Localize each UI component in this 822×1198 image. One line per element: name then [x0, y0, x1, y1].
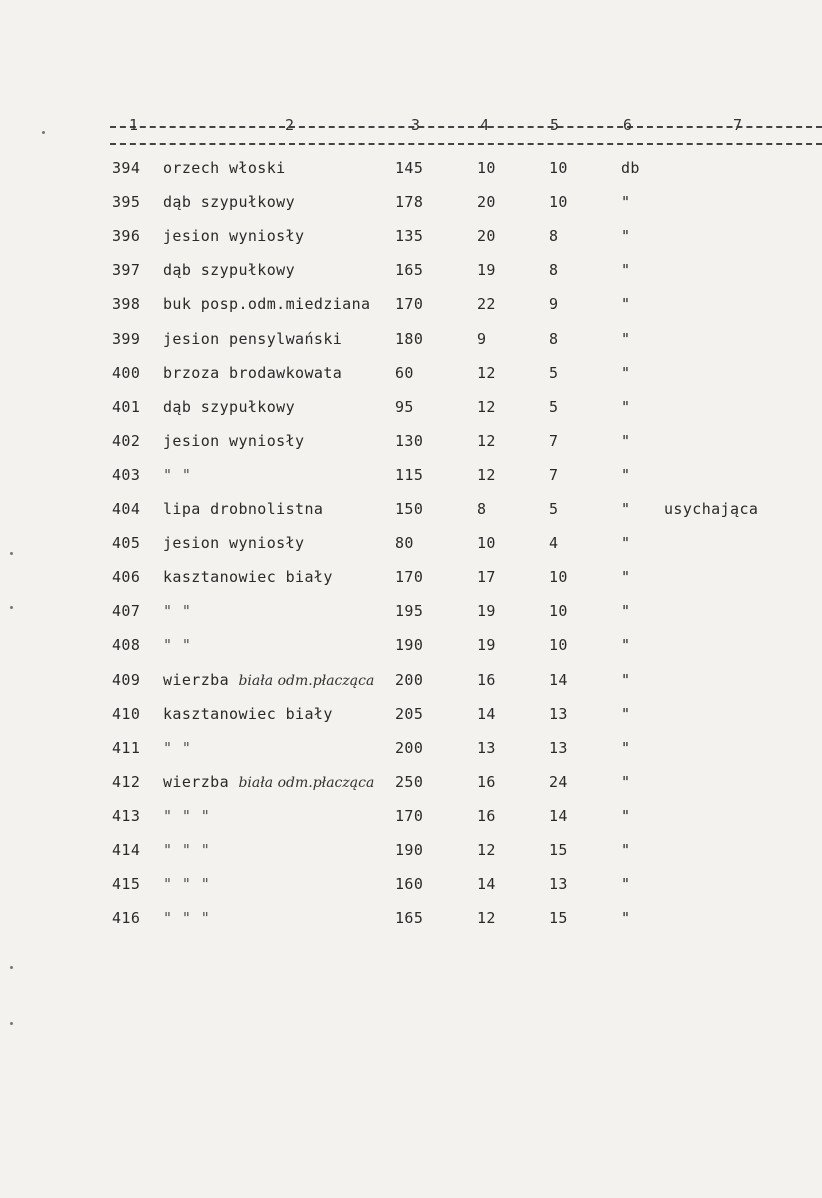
- row-number: 409: [112, 670, 141, 689]
- margin-mark: [10, 606, 13, 609]
- row-number: 396: [112, 227, 141, 246]
- species-name: kasztanowiec biały: [163, 704, 333, 723]
- margin-mark: [10, 552, 13, 555]
- table-row: [0, 533, 822, 553]
- cell-col5: 4: [549, 534, 559, 553]
- cell-col6: ": [621, 738, 631, 757]
- cell-col4: 19: [477, 636, 496, 655]
- cell-col3: 200: [395, 670, 424, 689]
- cell-col4: 16: [477, 772, 496, 791]
- cell-col3: 205: [395, 704, 424, 723]
- cell-col3: 95: [395, 397, 414, 416]
- cell-col4: 8: [477, 500, 487, 518]
- cell-col5: 9: [549, 295, 559, 314]
- row-number: 402: [112, 431, 141, 450]
- species-name: dąb szypułkowy: [163, 261, 296, 280]
- header-rule-bottom: [110, 143, 822, 145]
- species-name: orzech włoski: [163, 159, 286, 177]
- cell-col5: 10: [549, 193, 568, 212]
- cell-col3: 170: [395, 806, 424, 825]
- table-row: [0, 397, 822, 417]
- species-name: " ": [163, 465, 192, 484]
- species-name: jesion pensylwański: [163, 329, 343, 348]
- cell-col4: 12: [477, 909, 496, 928]
- row-number: 403: [112, 465, 141, 484]
- table-row: [0, 874, 822, 894]
- column-header-6: 6: [623, 116, 633, 134]
- cell-col4: 20: [477, 227, 496, 246]
- species-name: kasztanowiec biały: [163, 568, 333, 587]
- table-row: [0, 226, 822, 246]
- row-number: 411: [112, 738, 141, 757]
- cell-col7: usychająca: [664, 500, 759, 518]
- table-row: [0, 329, 822, 349]
- row-number: 413: [112, 806, 141, 825]
- species-name: wierzba: [163, 670, 230, 689]
- cell-col4: 12: [477, 397, 496, 416]
- header-rule-top: [110, 126, 822, 128]
- table-row: [0, 840, 822, 860]
- row-number: 406: [112, 568, 141, 587]
- cell-col3: 195: [395, 602, 424, 621]
- species-name: " " ": [163, 909, 211, 928]
- species-name: jesion wyniosły: [163, 431, 305, 450]
- column-header-5: 5: [550, 116, 560, 134]
- cell-col6: ": [621, 227, 631, 246]
- cell-col4: 16: [477, 806, 496, 825]
- cell-col4: 13: [477, 738, 496, 757]
- column-header-3: 3: [411, 116, 421, 134]
- cell-col5: 8: [549, 261, 559, 280]
- species-name: buk posp.odm.miedziana: [163, 295, 371, 314]
- margin-mark: [42, 131, 45, 134]
- cell-col3: 178: [395, 193, 424, 212]
- cell-col5: 13: [549, 704, 568, 723]
- row-number: 400: [112, 363, 141, 382]
- cell-col4: 16: [477, 670, 496, 689]
- table-row: [0, 908, 822, 928]
- cell-col6: db: [621, 159, 640, 177]
- cell-col5: 7: [549, 465, 559, 484]
- cell-col6: ": [621, 363, 631, 382]
- species-name: " " ": [163, 806, 211, 825]
- table-row: [0, 567, 822, 587]
- column-header-7: 7: [733, 116, 743, 134]
- table-row: [0, 294, 822, 314]
- table-row: [0, 738, 822, 758]
- cell-col5: 5: [549, 363, 559, 382]
- cell-col3: 150: [395, 500, 424, 518]
- cell-col5: 8: [549, 329, 559, 348]
- species-name: jesion wyniosły: [163, 227, 305, 246]
- cell-col6: ": [621, 261, 631, 280]
- table-row: [0, 670, 822, 690]
- column-header-2: 2: [285, 116, 295, 134]
- cell-col6: ": [621, 909, 631, 928]
- cell-col3: 80: [395, 534, 414, 553]
- cell-col6: ": [621, 500, 631, 518]
- cell-col3: 60: [395, 363, 414, 382]
- species-name: wierzba: [163, 772, 230, 791]
- cell-col4: 12: [477, 431, 496, 450]
- cell-col4: 22: [477, 295, 496, 314]
- table-row: [0, 158, 822, 178]
- cell-col6: ": [621, 841, 631, 859]
- cell-col6: ": [621, 602, 631, 621]
- cell-col5: 8: [549, 227, 559, 246]
- row-number: 405: [112, 534, 141, 553]
- cell-col5: 5: [549, 500, 559, 518]
- cell-col4: 17: [477, 568, 496, 587]
- cell-col5: 10: [549, 568, 568, 587]
- handwritten-note: biała odm.płacząca: [238, 774, 375, 791]
- handwritten-note: biała odm.płacząca: [238, 672, 375, 689]
- cell-col3: 170: [395, 568, 424, 587]
- row-number: 397: [112, 261, 141, 280]
- row-number: 408: [112, 636, 141, 655]
- row-number: 410: [112, 704, 141, 723]
- cell-col6: ": [621, 772, 631, 791]
- cell-col6: ": [621, 465, 631, 484]
- cell-col6: ": [621, 806, 631, 825]
- table-row: [0, 499, 822, 519]
- cell-col3: 115: [395, 465, 424, 484]
- table-row: [0, 772, 822, 792]
- row-number: 401: [112, 397, 141, 416]
- cell-col4: 12: [477, 465, 496, 484]
- cell-col3: 160: [395, 875, 424, 894]
- cell-col6: ": [621, 193, 631, 212]
- species-name-cell: [163, 670, 374, 691]
- cell-col3: 190: [395, 841, 424, 859]
- cell-col5: 10: [549, 636, 568, 655]
- row-number: 412: [112, 772, 141, 791]
- cell-col6: ": [621, 670, 631, 689]
- cell-col4: 12: [477, 363, 496, 382]
- margin-mark: [10, 1022, 13, 1025]
- cell-col4: 10: [477, 534, 496, 553]
- table-row: [0, 192, 822, 212]
- cell-col5: 5: [549, 397, 559, 416]
- cell-col6: ": [621, 397, 631, 416]
- cell-col5: 14: [549, 806, 568, 825]
- table-row: [0, 704, 822, 724]
- cell-col6: ": [621, 875, 631, 894]
- cell-col3: 180: [395, 329, 424, 348]
- cell-col3: 250: [395, 772, 424, 791]
- cell-col3: 190: [395, 636, 424, 655]
- cell-col3: 170: [395, 295, 424, 314]
- margin-mark: [10, 966, 13, 969]
- cell-col4: 14: [477, 875, 496, 894]
- table-row: [0, 806, 822, 826]
- cell-col4: 9: [477, 329, 487, 348]
- species-name: jesion wyniosły: [163, 534, 305, 553]
- species-name: brzoza brodawkowata: [163, 363, 343, 382]
- row-number: 414: [112, 841, 141, 859]
- cell-col4: 10: [477, 159, 496, 177]
- table-row: [0, 363, 822, 383]
- table-row: [0, 601, 822, 621]
- table-row: [0, 635, 822, 655]
- species-name: " ": [163, 738, 192, 757]
- column-header-1: 1: [129, 116, 139, 134]
- cell-col5: 14: [549, 670, 568, 689]
- cell-col5: 7: [549, 431, 559, 450]
- column-header-4: 4: [480, 116, 490, 134]
- cell-col3: 165: [395, 261, 424, 280]
- table-row: [0, 431, 822, 451]
- species-name: lipa drobnolistna: [163, 500, 324, 518]
- cell-col3: 145: [395, 159, 424, 177]
- cell-col3: 135: [395, 227, 424, 246]
- cell-col4: 19: [477, 602, 496, 621]
- cell-col3: 130: [395, 431, 424, 450]
- species-name: dąb szypułkowy: [163, 193, 296, 212]
- cell-col6: ": [621, 568, 631, 587]
- cell-col5: 10: [549, 159, 568, 177]
- species-name: " " ": [163, 875, 211, 894]
- cell-col6: ": [621, 295, 631, 314]
- species-name-cell: [163, 772, 374, 793]
- row-number: 399: [112, 329, 141, 348]
- table-row: [0, 260, 822, 280]
- cell-col4: 19: [477, 261, 496, 280]
- row-number: 407: [112, 602, 141, 621]
- cell-col5: 15: [549, 841, 568, 859]
- cell-col4: 12: [477, 841, 496, 859]
- cell-col5: 10: [549, 602, 568, 621]
- row-number: 398: [112, 295, 141, 314]
- row-number: 404: [112, 500, 141, 518]
- row-number: 394: [112, 159, 141, 177]
- cell-col3: 165: [395, 909, 424, 928]
- cell-col6: ": [621, 329, 631, 348]
- cell-col6: ": [621, 431, 631, 450]
- species-name: " " ": [163, 841, 211, 859]
- cell-col4: 20: [477, 193, 496, 212]
- cell-col5: 13: [549, 875, 568, 894]
- species-name: " ": [163, 636, 192, 655]
- row-number: 395: [112, 193, 141, 212]
- cell-col6: ": [621, 636, 631, 655]
- row-number: 415: [112, 875, 141, 894]
- cell-col6: ": [621, 704, 631, 723]
- cell-col6: ": [621, 534, 631, 553]
- cell-col3: 200: [395, 738, 424, 757]
- species-name: " ": [163, 602, 192, 621]
- species-name: dąb szypułkowy: [163, 397, 296, 416]
- cell-col5: 13: [549, 738, 568, 757]
- row-number: 416: [112, 909, 141, 928]
- cell-col4: 14: [477, 704, 496, 723]
- cell-col5: 15: [549, 909, 568, 928]
- table-row: [0, 465, 822, 485]
- cell-col5: 24: [549, 772, 568, 791]
